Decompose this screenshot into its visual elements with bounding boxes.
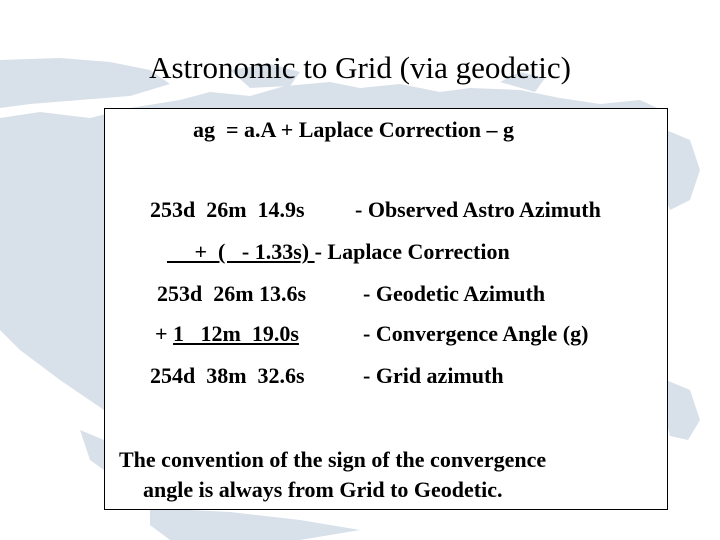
convergence-sign: + [155, 321, 174, 346]
note-line-2: angle is always from Grid to Geodetic. [143, 477, 503, 502]
content-panel [104, 108, 668, 510]
formula: ag = a.A + Laplace Correction – g [193, 117, 515, 142]
grid-azimuth-value: 254d 38m 32.6s [150, 363, 305, 388]
laplace-correction-row [167, 239, 510, 265]
note-line-1: The convention of the sign of the convergence [119, 447, 547, 472]
convergence-angle-value: 1 12m 19.0s [173, 321, 299, 346]
laplace-correction-label: - Laplace Correction [314, 239, 510, 264]
convergence-angle-label: - Convergence Angle (g) [363, 321, 589, 346]
astro-azimuth-label: - Observed Astro Azimuth [355, 197, 601, 222]
geodetic-azimuth-value: 253d 26m 13.6s [157, 281, 307, 306]
slide-title: Astronomic to Grid (via geodetic) [149, 50, 571, 85]
laplace-correction-value: + ( - 1.33s) [167, 239, 315, 264]
grid-azimuth-label: - Grid azimuth [363, 363, 504, 388]
convergence-angle-value-row [155, 321, 299, 347]
geodetic-azimuth-label: - Geodetic Azimuth [363, 281, 546, 306]
astro-azimuth-value: 253d 26m 14.9s [150, 197, 305, 222]
